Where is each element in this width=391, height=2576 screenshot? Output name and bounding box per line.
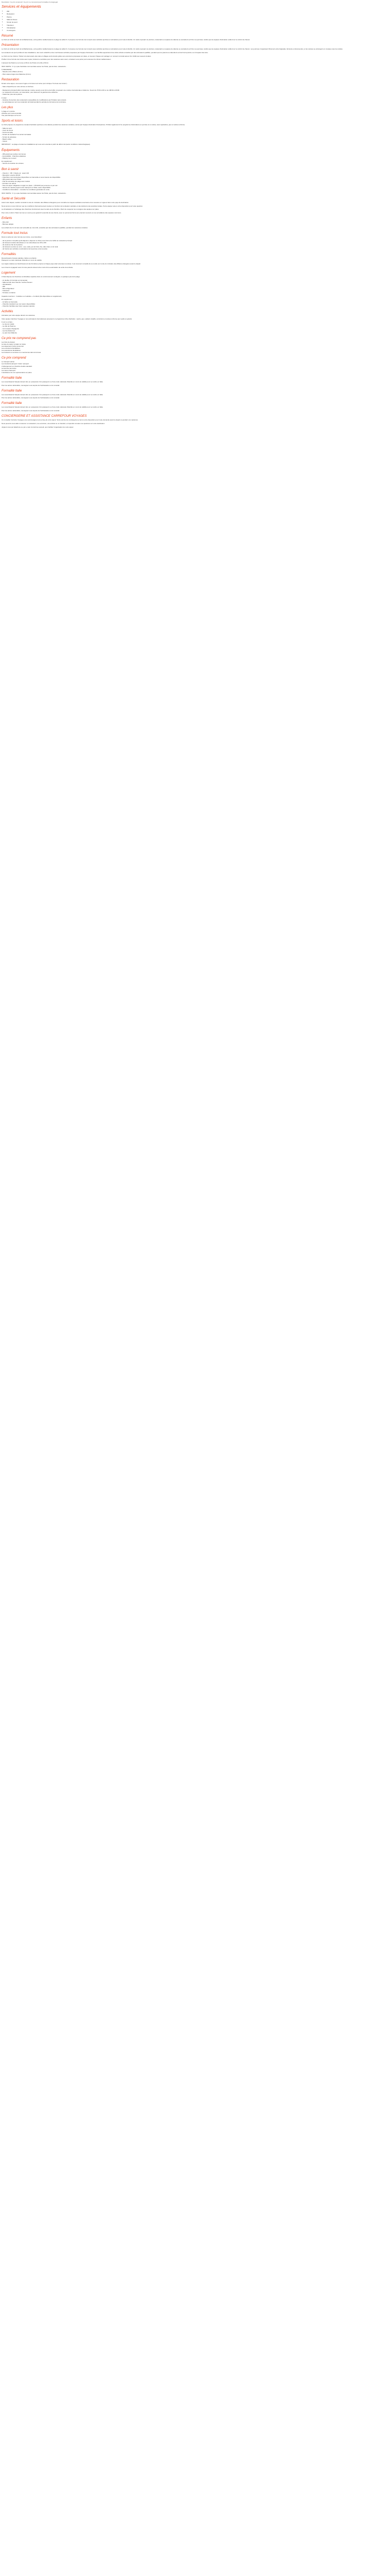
section-paragraph: Les enfants de 4 à 12 ans sont accueillis au mini-club, encadrés par des animateurs qualifiés, pendant les vacances scolaires. [2, 227, 88, 229]
section-heading: Les plus [2, 106, 13, 110]
section-heading: Formalité Italie [2, 376, 22, 380]
section-heading: Présentation [2, 44, 19, 47]
section-heading: Activités [2, 310, 13, 313]
section-paragraph: En supplément : - Service de location de voitures [2, 160, 24, 165]
document-page [0, 0, 391, 428]
section-paragraph: Durant votre séjour, vous serez logés en formule tout inclus (voir rubrique "Formule tout inclus"). [2, 82, 68, 84]
section-paragraph: À PROXIMITÉ : - Navette entre Villaret (14 km) - Plein naturel région des Madonie (44 km) [2, 69, 31, 75]
content-sections [2, 34, 389, 428]
section-paragraph: Pour les autres nationalités, renseignez-vous auprès de l'ambassade ou du consulat. [2, 397, 60, 399]
section-paragraph: Votre équipe Carrefour Voyages et nos animateurs internationaux proposent un programme riche d'activités : sports, jeux, ateliers créatifs, excursions et soirées à thème pour petits et grands. [2, 317, 133, 320]
section-heading: Formule tout inclus [2, 232, 28, 235]
section-heading: Enfants [2, 217, 12, 221]
section-heading: Formalité Italie [2, 402, 22, 405]
section-paragraph: Animation par notre équipe durant vos vacances. [2, 314, 36, 316]
section-paragraph: Le Club comme Culture ! Partez à la découverte des sites et villages environnants grâce aux excursions proposées sur place, et revenez chaque soir partager un moment convivial autour d'un buffet aux saveurs locales. [2, 55, 152, 57]
service-item: • Restaurant [7, 13, 389, 15]
section-paragraph: Profitez d'une formule tout inclus avec repas, boissons et activités pour des vacances sans souci, et laissez-vous porter par la douceur du climat méditerranéen. [2, 58, 111, 61]
section-paragraph: - Mini-club - Berceau adapté [2, 221, 14, 226]
section-paragraph: Le Club propose un programme complet d'activités sportives et de détente pendant les vacances scolaires, animé par l'équipe d'animation francophone. Profitez également d'un programme d'animations en journée et en soirée, avec spectacles, jeux et soirées à thème. [2, 124, 185, 126]
section-paragraph: Pour votre confort, l'hôtel met tout en œuvre pour garantir la sécurité de ses clients, avec un personnel formé aux premiers secours et une surveillance des espaces communs. [2, 212, 122, 214]
section-paragraph: Avant votre départ, veuillez consulter le site du ministère des Affaires étrangères pour connaître les risques sanitaires éventuels et les mesures en vigueur dans votre pays de destination. [2, 201, 129, 204]
section-heading: Santé et Sécurité [2, 197, 26, 201]
section-paragraph: L'hôtel dispose de chambres confortables réparties dans un environnement verdoyant, à quelques pas de la plage. [2, 275, 80, 278]
section-heading: Bon à savoir [2, 167, 19, 171]
section-heading: Résumé [2, 35, 13, 38]
section-paragraph: IMPORTANT : La plage et toutes les installations qui vous sont ouvertes à partir de début mai (selon conditions météorologiques). [2, 143, 91, 146]
section-paragraph: Un conseiller Carrefour Voyages vous accompagne tout au long de votre séjour. Notre service de conciergerie se tient à votre disposition pour toute demande avant le départ et pendant vos vacances. [2, 419, 138, 421]
section-paragraph: INFO VENTE : Il n'y a pas d'activités commerciales autour de l'hôtel, pas de bars, restaurants... [2, 65, 67, 67]
section-paragraph: INFO VENTE : Il n'y a pas d'activités commerciales autour de l'hôtel, pas de bars, restaurants... [2, 192, 67, 194]
section-paragraph: Dans le cadre de votre formule tout inclus, vous bénéficiez : [2, 236, 43, 239]
section-paragraph: Le Club est niché au bord de la Méditerranée, entre jardins méditerranéens et plage de sable fin. Il propose une formule tout compris avec activités sportives et animations pour toute la famille. Un cadre reposant où piscines, restaurants et espaces de détente se succèdent au fil de vos journées, tandis que les équipes d'animation veillent sur le confort de chacun. Les journées s'organisent librement entre baignade, farniente et découvertes, et les soirées se prolongent en musique sous les étoiles. [2, 48, 343, 50]
section-paragraph: Pour les autres nationalités, renseignez-vous auprès de l'ambassade ou du consulat. [2, 384, 60, 386]
section-paragraph: Les ressortissants français doivent être en possession d'un passeport ou d'une carte nationale d'identité en cours de validité pour se rendre en Italie. [2, 393, 104, 396]
service-item: • Climatisation [7, 27, 389, 29]
section-paragraph: - Lit double (1 lit simple sur demande) - Salle de bain avec douche / sèche-cheveux - Climatisation - Wifi - Mini-réfrigérateur - Télévision - Terrasse ou balcon [2, 279, 32, 294]
section-paragraph: - Salon d'apéritif pour votre arrivée et d'arrivée. [2, 86, 34, 88]
services-list [2, 10, 389, 31]
section-heading: Équipements [2, 148, 20, 152]
section-heading: Ce prix comprend [2, 357, 26, 360]
section-paragraph: Le Club est niché au bord de la Méditerranée, entre jardins méditerranéens et plage de sable fin. Il propose une formule tout compris avec activités sportives et animations pour toute la famille. Un cadre reposant où piscines, restaurants et espaces de détente se succèdent au fil de vos journées, tandis que les équipes d'animation veillent sur le confort de chacun. [2, 39, 251, 41]
section-heading: Sports et loisirs [2, 120, 23, 123]
section-paragraph: Les règles relatives au franchissement des frontières propres à chaque pays étant amenées à évoluer, il est vivement conseillé de se rendre sur le site du ministère des Affaires étrangères avant le départ. [2, 263, 141, 265]
section-paragraph: - Salle de sport - Court de tennis - Tennis de table - Terrain de football à 5 et terrain de basket - Terrain de pétanque - Beach-volley - Canoë [2, 127, 31, 142]
section-paragraph: Les ressortissants français doivent être en possession d'un passeport ou d'une carte nationale d'identité en cours de validité pour se rendre en Italie. [2, 380, 104, 383]
section-paragraph: - Check-in : 15h / Check-out : avant 10h - Réception ouverte 24h/24 - Chambres communicantes disponibles sur demande et sous réserve de disponibilité. - Wifi gratuit dans tout l'hôtel - Prêt de serviettes de plage avec caution - Animaux non admis - Taxe de séjour obligatoire à régler sur place : 2,50 EUR par personne et par nuit. - Service de navette payant entre l'aéroport et l'hôtel, selon disponibilité. - Conditions d'annulation : consulter les conditions générales de vente. [2, 172, 61, 191]
section-heading: Ce prix ne comprend pas [2, 336, 37, 340]
section-paragraph: L'aéroport de Palerme se trouve à 96 km de l'hôtel et la ville à 60 km. [2, 62, 49, 64]
section-paragraph: La climatisation et l'éclairage des chambres fonctionnent avec la carte de la chambre. Merci de respecter les consignes des équipes sur place. [2, 208, 100, 211]
section-paragraph: Pour les autres nationalités, renseignez-vous auprès de l'ambassade ou du consulat. [2, 410, 60, 412]
section-paragraph: Nous pouvons vous aider à réserver un restaurant, une excursion, une activité ou un transfert, et répondre à toutes vos questions sur votre destination. [2, 422, 105, 425]
section-paragraph: Nous tenons à vous informer que les conditions d'accueil peuvent évoluer en fonction de la situation sanitaire et des décisions des autorités locales. Notre équipe reste à votre disposition pour toute question. [2, 205, 143, 207]
service-item: • Conciergerie [7, 29, 389, 31]
section-paragraph: - Wifi gratuit aux parties communes - Accessibilité : chambres adaptées - Parking non couvert [2, 152, 26, 159]
section-paragraph: Joignez-nous par téléphone ou par e-mail, du lundi au samedi, pour faciliter l'organisation de votre séjour. [2, 426, 74, 428]
section-heading: Logement [2, 271, 15, 275]
section-paragraph: - Restaurant principal buffet international, cuisine ouverte sous forme de buffet, proposant une cuisine internationale et italienne. Ouvert de 7h30 à 10h et de 19h30 à 21h30. - Le restaurant à la carte, sur réservation, pour découvrir la gastronomie sicilienne. - Snack bar près de la piscine. [2, 89, 120, 96]
intro-line: Description: Ce prix comprend / Ce prix ne comprend pas Formalites Consignegat [2, 1, 58, 3]
section-heading: Restauration [2, 78, 20, 81]
section-paragraph: Les frais de dossier La taxe de séjour à régler sur place Les dépenses d'ordre personnel Les excursions facultatives Les assurances facultatives Les boissons et services non mentionnés dans la formule [2, 341, 41, 354]
section-paragraph: En supplément : - Lit bébé sur demande - Chambre standard vue mer (selon disponibilité) - Chambre familiale avec deux espaces séparés [2, 298, 35, 307]
section-heading: Formalités [2, 253, 17, 257]
section-paragraph: - de la pension complète (petit-déjeuner, déjeuner et dîner) sous forme de buffet au restaurant principal - de boissons locales alcoolisées et non alcoolisées de 10h à 23h - du snack au bar de la piscine - de boissons servies au verre : eau, soda, jus de fruits, thé, café, bière et vin local - de l'accès aux activités et animations de la journée et de la soirée [2, 239, 72, 250]
section-paragraph: À voir ou à faire : - Le site de Cefalù - La ville de Palerme - Les temples d'Agrigente - Les îles Éoliennes - Le parc des Madonie [2, 321, 19, 334]
section-heading: Formalité Italie [2, 389, 22, 393]
section-paragraph: À noter : - Horaires d'ouverture des restaurants susceptibles de modifications par l'hôtelier sans préavis. - Le petit-déjeuner servi au restaurant principal pendant la période de fermeture de la terrasse. [2, 96, 67, 104]
service-item: • Piscine [7, 16, 389, 18]
section-paragraph: Les ressortissants français doivent être en possession d'un passeport ou d'une carte nationale d'identité en cours de validité pour se rendre en Italie. [2, 406, 104, 409]
section-paragraph: Capacité maximum : 4 adultes ou 2 adultes + 2 enfants (lits disponibles en supplément). [2, 295, 62, 297]
section-paragraph: 1 plage et 1 piscine Activités pour toute la famille Vue panoramique sur la mer [2, 110, 22, 117]
section-paragraph: Les mineurs voyageant sans l'un des parents doivent être munis d'une autorisation de sortie de territoire. [2, 266, 74, 268]
service-item: • Terrain de sport [7, 21, 389, 23]
section-paragraph: Le transport aérien Les transferts aéroport / hôtel / aéroport L'hébergement en chambre double standard La formule tout inclus Les taxes d'aéroport L'assistance de nos représentants sur place [2, 361, 32, 374]
service-item: • Salle de fitness [7, 19, 389, 21]
services-title: Services et équipements [2, 5, 41, 9]
section-paragraph: Ressortissants français (adultes, bébés et enfants) : Passeport ou carte nationale d'identité en cours de validité. [2, 257, 42, 262]
section-heading: CONCIERGERIE ET ASSISTANCE CARREFOUR VOYAGES [2, 415, 87, 418]
service-item: • Télévision [7, 24, 389, 26]
service-item: • Wifi [7, 10, 389, 12]
section-paragraph: Les amateurs de sport profiteront des installations, des cours collectifs et des nombreuses activités proposées par l'équipe d'animation. Les familles apprécieront les clubs enfants encadrés par des animateurs qualifiés, pendant que les parents se détendent au bord de la piscine ou à l'espace bien-être. [2, 51, 208, 54]
